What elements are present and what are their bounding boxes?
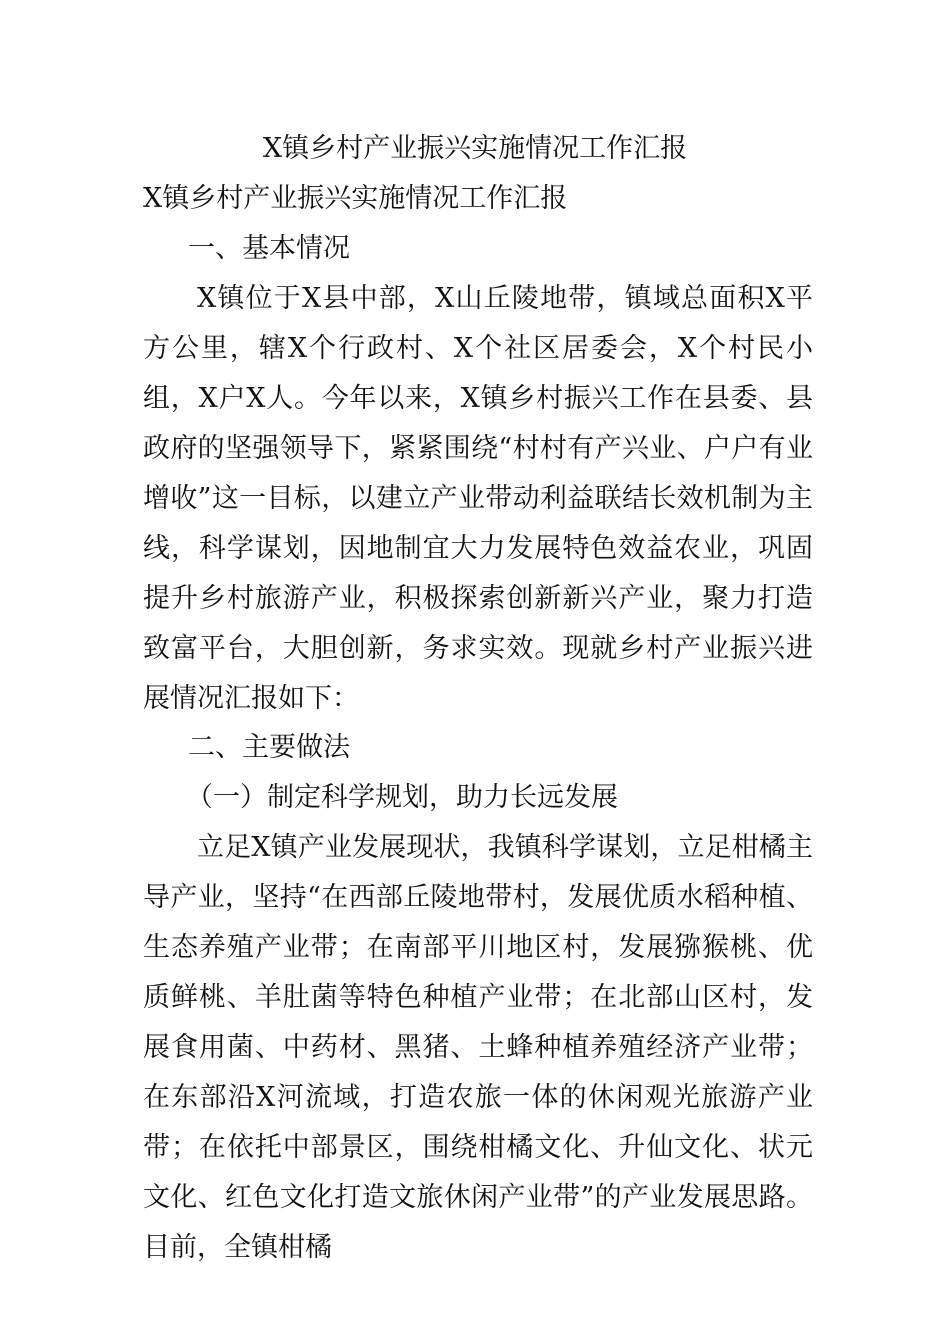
- document-title: X镇乡村产业振兴实施情况工作汇报: [262, 133, 688, 164]
- section-heading-basic-situation: 一、基本情况: [188, 233, 350, 264]
- document-subtitle: X镇乡村产业振兴实施情况工作汇报: [143, 183, 568, 214]
- paragraph-planning: 立足X镇产业发展现状，我镇科学谋划，立足柑橘主导产业，坚持“在西部丘陵地带村，发展优质水稻种植、生态养殖产业带；在南部平川地区村，发展猕猴桃、优质鲜桃、羊肚菌等特色种植产业带；在北部山区村，发展食用菌、中药材、黑猪、土蜂种植养殖经济产业带；在东部沿X河流域，打造农旅一体的休闲观光旅游产业带；在依托中部景区，围绕柑橘文化、升仙文化、状元文化、红色文化打造文旅休闲产业带”的产业发展思路。目前，全镇柑橘: [143, 832, 813, 1263]
- subsection-heading-planning: （一）制定科学规划，助力长远发展: [186, 782, 618, 813]
- section-heading-main-practices: 二、主要做法: [188, 732, 350, 763]
- paragraph-basic-situation: X镇位于X县中部，X山丘陵地带，镇域总面积X平方公里，辖X个行政村、X个社区居委会，X个村民小组，X户X人。今年以来，X镇乡村振兴工作在县委、县政府的坚强领导下，紧紧围绕“村村有产兴业、户户有业增收”这一目标，以建立产业带动利益联结长效机制为主线，科学谋划，因地制宜大力发展特色效益农业，巩固提升乡村旅游产业，积极探索创新新兴产业，聚力打造致富平台，大胆创新，务求实效。现就乡村产业振兴进展情况汇报如下：: [143, 283, 813, 714]
